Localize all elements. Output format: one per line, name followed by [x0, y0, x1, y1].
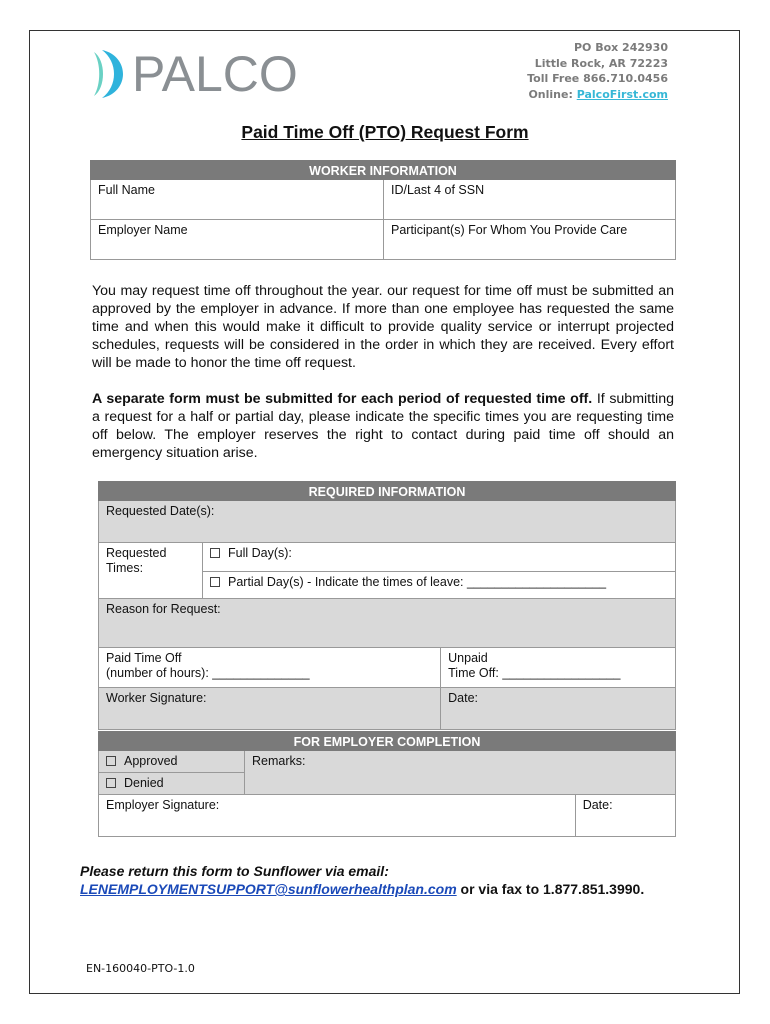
denied-label: Denied [124, 776, 164, 790]
separate-form-rest: If submitting a request for a half or partial day, please indicate the specific times you are requesting time off below. The employer reserves the right to contact during paid time off should an emergency situation arise. [92, 391, 674, 461]
required-info-header: REQUIRED INFORMATION [99, 482, 676, 501]
page-title-text: Paid Time Off (PTO) Request Form [241, 122, 529, 142]
worker-signature-field[interactable]: Worker Signature: [99, 688, 441, 730]
email-link[interactable]: LENEMPLOYMENTSUPPORT@sunflowerhealthplan.com [80, 881, 457, 897]
document-id: EN-160040-PTO-1.0 [86, 962, 195, 975]
worker-date-field[interactable]: Date: [441, 688, 676, 730]
partial-day-checkbox[interactable] [210, 577, 220, 587]
return-instructions [80, 862, 644, 898]
employer-date-field[interactable]: Date: [575, 795, 675, 837]
worker-info-header: WORKER INFORMATION [91, 161, 676, 180]
id-ssn-field[interactable]: ID/Last 4 of SSN [384, 180, 676, 220]
unpaid-line1: Unpaid [448, 651, 488, 665]
unpaid-field[interactable] [441, 648, 676, 688]
requested-dates-field[interactable]: Requested Date(s): [99, 501, 676, 543]
online-line [527, 87, 668, 103]
palco-logo-icon [92, 46, 126, 102]
participants-field[interactable]: Participant(s) For Whom You Provide Care [384, 220, 676, 260]
approved-option[interactable] [99, 751, 245, 773]
separate-form-paragraph [92, 390, 674, 462]
unpaid-line2: Time Off: _________________ [448, 666, 621, 680]
pto-hours-field[interactable] [99, 648, 441, 688]
employer-signature-field[interactable]: Employer Signature: [99, 795, 576, 837]
worker-info-table [90, 160, 676, 260]
required-info-table [98, 481, 676, 730]
full-day-label: Full Day(s): [228, 546, 292, 560]
logo-wordmark: PALCO [132, 46, 298, 102]
palco-logo [92, 46, 298, 102]
separate-form-bold: A separate form must be submitted for each period of requested time off. [92, 391, 593, 407]
approved-checkbox[interactable] [106, 756, 116, 766]
po-box: PO Box 242930 [573, 41, 668, 54]
page-title [0, 122, 770, 143]
full-name-field[interactable]: Full Name [91, 180, 384, 220]
full-day-option[interactable] [203, 543, 676, 572]
pto-hours-line1: Paid Time Off [106, 651, 182, 665]
return-line: Please return this form to Sunflower via email: [80, 863, 389, 879]
employer-name-field[interactable]: Employer Name [91, 220, 384, 260]
full-day-checkbox[interactable] [210, 548, 220, 558]
contact-block [527, 40, 668, 102]
pto-hours-line2: (number of hours): ______________ [106, 666, 310, 680]
instructions-paragraph: You may request time off throughout the year. our request for time off must be submitted an approved by the employer in advance. If more than one employee has requested the same time and when this would make it difficult to provide quality service or interrupt projected schedules, requests will be considered in the order in which they are received. Every effort will be made to honor the time off request. [92, 283, 674, 371]
remarks-field[interactable]: Remarks: [245, 751, 676, 795]
denied-option[interactable] [99, 773, 245, 795]
approved-label: Approved [124, 754, 178, 768]
fax-text: or via fax to 1.877.851.3990. [456, 881, 645, 897]
partial-day-option[interactable] [203, 572, 676, 599]
toll-free: Toll Free 866.710.0456 [527, 72, 668, 85]
requested-times-label: Requested Times: [99, 543, 203, 599]
contact-line [80, 880, 644, 898]
city-line: Little Rock, AR 72223 [534, 56, 668, 70]
website-link[interactable]: PalcoFirst.com [576, 87, 668, 101]
partial-day-label: Partial Day(s) - Indicate the times of leave: ____________________ [228, 575, 607, 589]
online-label: Online: [528, 87, 573, 101]
employer-completion-header: FOR EMPLOYER COMPLETION [99, 732, 676, 751]
employer-completion-table [98, 731, 676, 837]
denied-checkbox[interactable] [106, 778, 116, 788]
reason-field[interactable]: Reason for Request: [99, 599, 676, 648]
